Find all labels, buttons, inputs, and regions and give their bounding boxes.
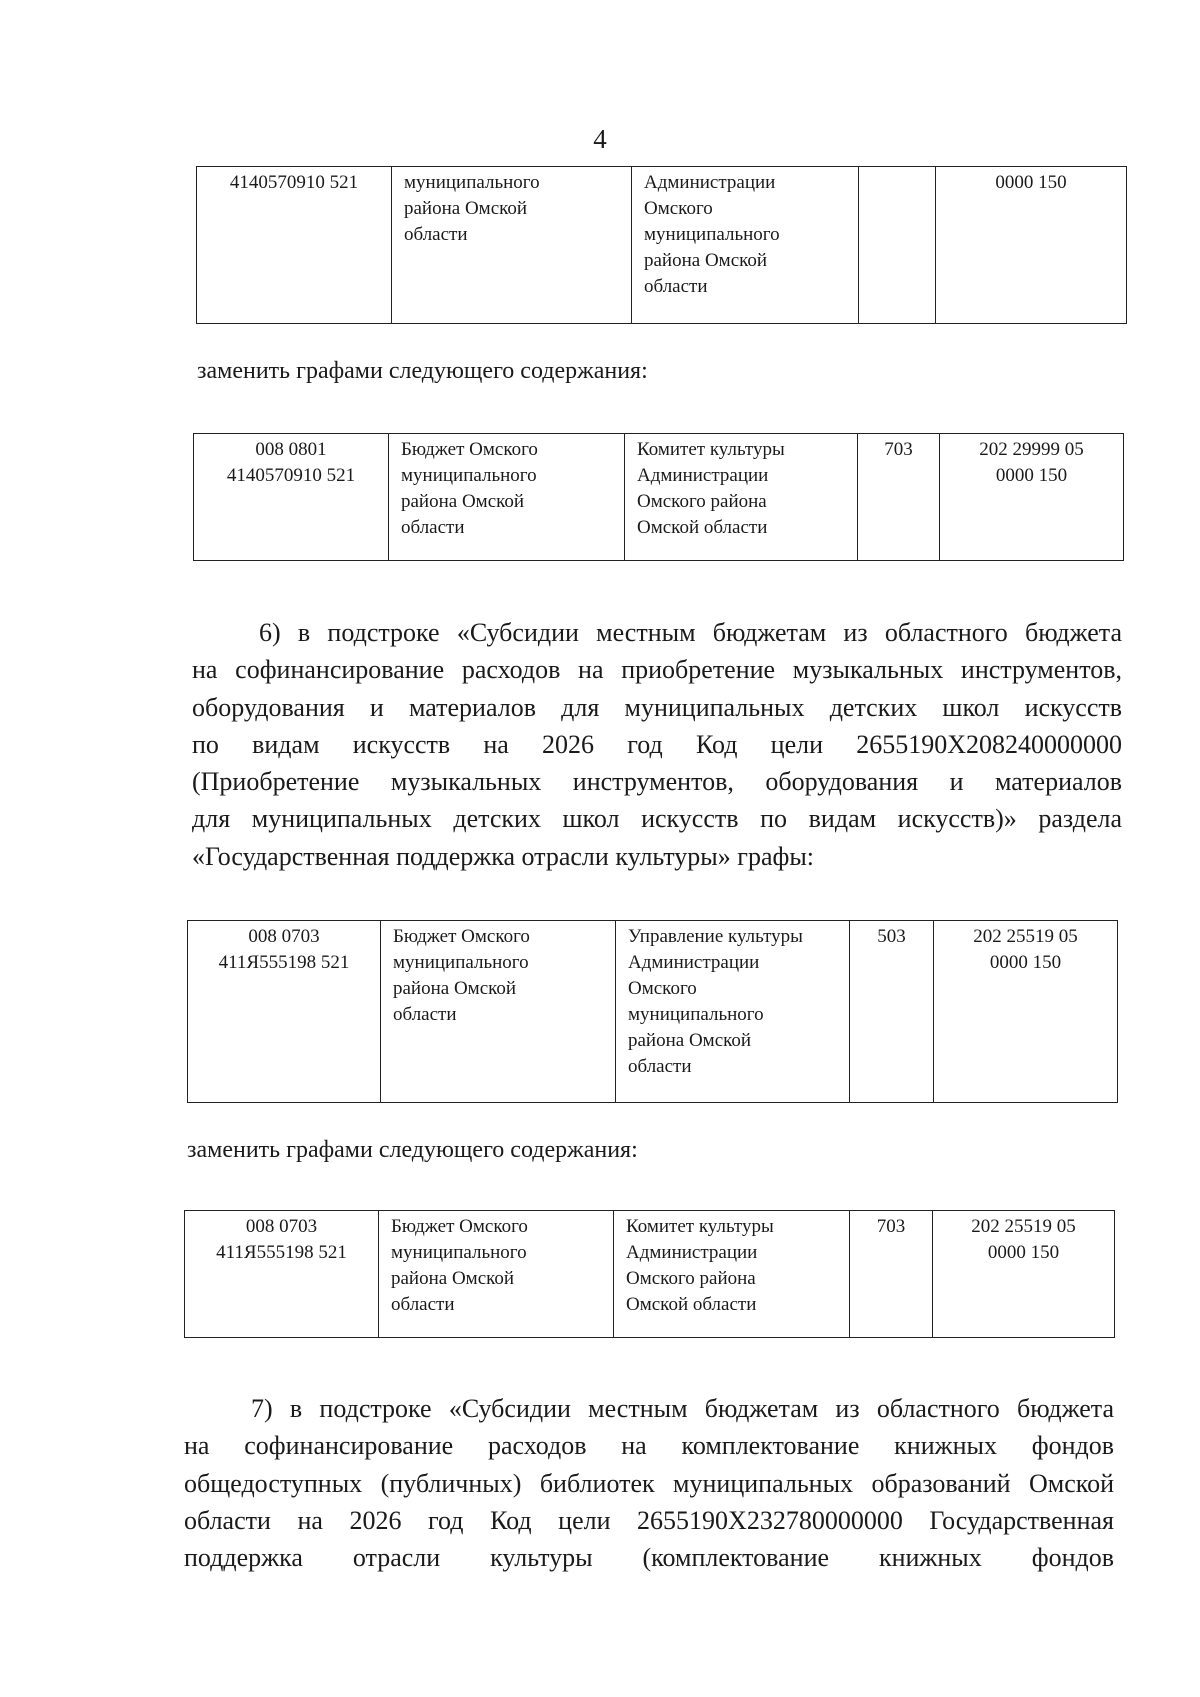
paragraph-item-6 [192,614,1122,875]
budget-code-cell: 008 0703 411Я555198 521 [188,921,381,1103]
budget-name-cell: Бюджет Омского муниципального района Омской области [389,434,625,561]
paragraph-line: на софинансирование расходов на приобретение музыкальных инструментов, [192,655,1122,685]
paragraph-line: на софинансирование расходов на комплектование книжных фондов [184,1431,1114,1461]
revenue-code-cell: 0000 150 [936,167,1127,324]
budget-name-cell: муниципального района Омской области [392,167,632,324]
paragraph-line: 7) в подстроке «Субсидии местным бюджетам из областного бюджета [251,1394,1114,1423]
administrator-cell: Управление культуры Администрации Омского муниципального района Омской области [616,921,850,1103]
table-row [197,167,1127,324]
chapter-code-cell [859,167,936,324]
replacement-table-1 [193,433,1124,561]
revenue-code-cell: 202 25519 05 0000 150 [933,1211,1115,1338]
chapter-code-cell: 503 [850,921,934,1103]
budget-name-cell: Бюджет Омского муниципального района Омской области [379,1211,614,1338]
paragraph-line: области на 2026 год Код цели 2655190Х232780000000 Государственная [184,1505,1114,1535]
budget-name-cell: Бюджет Омского муниципального района Омской области [381,921,616,1103]
budget-table-continued [196,166,1127,324]
revenue-code-cell: 202 25519 05 0000 150 [934,921,1118,1103]
paragraph-line: (Приобретение музыкальных инструментов, оборудования и материалов [192,767,1122,797]
administrator-cell: Администрации Омского муниципального района Омской области [632,167,859,324]
chapter-code-cell: 703 [850,1211,933,1338]
paragraph-line: по видам искусств на 2026 год Код цели 2655190Х208240000000 [192,729,1122,759]
paragraph-line: «Государственная поддержка отрасли культуры» графы: [192,841,815,871]
revenue-code-cell: 202 29999 05 0000 150 [940,434,1124,561]
paragraph-line: общедоступных (публичных) библиотек муниципальных образований Омской [184,1468,1114,1498]
budget-code-cell: 4140570910 521 [197,167,392,324]
table-row [188,921,1118,1103]
replace-label: заменить графами следующего содержания: [187,1137,638,1163]
paragraph-line: поддержка отрасли культуры (комплектование книжных фондов [184,1543,1114,1573]
original-table-6 [187,920,1118,1103]
paragraph-item-7 [184,1390,1114,1576]
administrator-cell: Комитет культуры Администрации Омского района Омской области [625,434,858,561]
budget-code-cell: 008 0703 411Я555198 521 [185,1211,379,1338]
table-row [194,434,1124,561]
paragraph-line: оборудования и материалов для муниципальных детских школ искусств [192,692,1122,722]
page-number: 4 [593,124,607,154]
budget-code-cell: 008 0801 4140570910 521 [194,434,389,561]
paragraph-line: для муниципальных детских школ искусств по видам искусств)» раздела [192,804,1122,834]
replacement-table-6 [184,1210,1115,1338]
administrator-cell: Комитет культуры Администрации Омского района Омской области [614,1211,850,1338]
paragraph-line: 6) в подстроке «Субсидии местным бюджетам из областного бюджета [259,618,1122,647]
replace-label: заменить графами следующего содержания: [197,358,648,384]
table-row [185,1211,1115,1338]
chapter-code-cell: 703 [858,434,940,561]
